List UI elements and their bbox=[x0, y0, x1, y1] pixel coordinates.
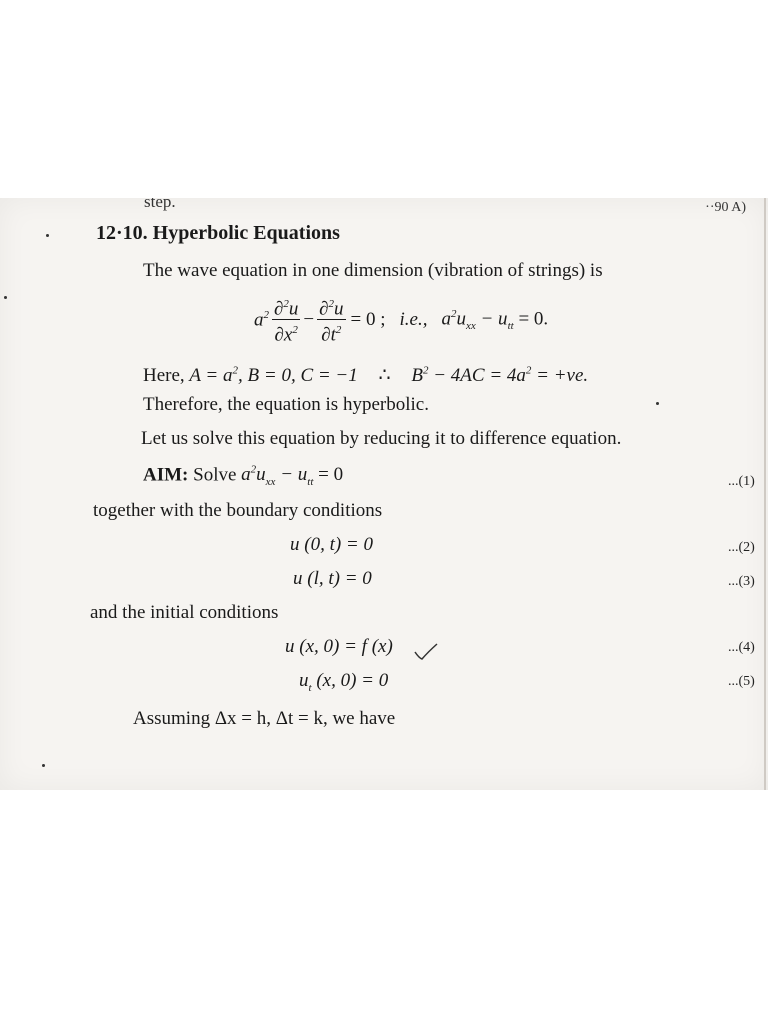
speck bbox=[656, 402, 659, 405]
scanned-page bbox=[0, 198, 768, 790]
section-number: 12·10. bbox=[96, 222, 148, 244]
equation-number-2: ...(2) bbox=[728, 540, 755, 555]
page-edge bbox=[764, 198, 766, 790]
aim-label: AIM: bbox=[143, 464, 189, 486]
eq-minus: − bbox=[303, 308, 315, 330]
section-title: Hyperbolic Equations bbox=[152, 222, 340, 244]
paragraph-line-1: The wave equation in one dimension (vibration of strings) is bbox=[143, 260, 603, 281]
cut-top-text-right: ··90 A) bbox=[705, 200, 746, 215]
equation-number-3: ...(3) bbox=[728, 574, 755, 589]
section-heading bbox=[96, 222, 340, 245]
eq-rhs: $a^2u_{xx} - u_{tt} = 0$. bbox=[441, 307, 549, 332]
aim-equation: $a^2u_{xx} - u_{tt} = 0$ bbox=[241, 464, 344, 489]
eq-coef: $a^2$ bbox=[254, 308, 269, 330]
assuming-line: Assuming Δx = h, Δt = k, we have bbox=[133, 708, 396, 729]
equation-number-4: ...(4) bbox=[728, 640, 755, 655]
speck bbox=[4, 296, 7, 299]
check-mark-icon bbox=[413, 642, 439, 667]
therefore-symbol: ∴ bbox=[378, 365, 391, 386]
boundary-conditions-line: together with the boundary conditions bbox=[93, 500, 383, 521]
coefficients-line: Here, $A = a^2$, B = 0, C = −1 ∴ $B^2 - 4AC = 4a^2 = +ve$. bbox=[143, 364, 589, 386]
boundary-condition-2: u (l, t) = 0 bbox=[293, 568, 372, 589]
wave-equation bbox=[254, 294, 548, 346]
speck bbox=[46, 234, 49, 237]
boundary-condition-1: u (0, t) = 0 bbox=[290, 534, 374, 555]
eq-fraction-1: $\frac{\partial^2u}{\partial x^2}$ bbox=[272, 294, 300, 346]
paragraph-solve: Let us solve this equation by reducing it to difference equation. bbox=[141, 428, 622, 449]
speck bbox=[42, 764, 45, 767]
initial-condition-1: u (x, 0) = f (x) bbox=[285, 636, 393, 657]
initial-condition-2: $u_t$ (x, 0) = 0 bbox=[299, 670, 389, 694]
eq-ie: i.e., bbox=[399, 308, 428, 330]
equation-number-5: ...(5) bbox=[728, 674, 755, 689]
cut-top-text-left: step. bbox=[144, 198, 176, 211]
aim-line: AIM: Solve $a^2u_{xx} - u_{tt} = 0$ bbox=[143, 464, 344, 489]
equation-number-1: ...(1) bbox=[728, 474, 755, 489]
initial-conditions-line: and the initial conditions bbox=[90, 602, 279, 623]
paragraph-therefore: Therefore, the equation is hyperbolic. bbox=[143, 394, 429, 415]
eq-fraction-2: $\frac{\partial^2u}{\partial t^2}$ bbox=[317, 294, 345, 346]
eq-equals-zero: = 0 ; bbox=[350, 308, 386, 330]
